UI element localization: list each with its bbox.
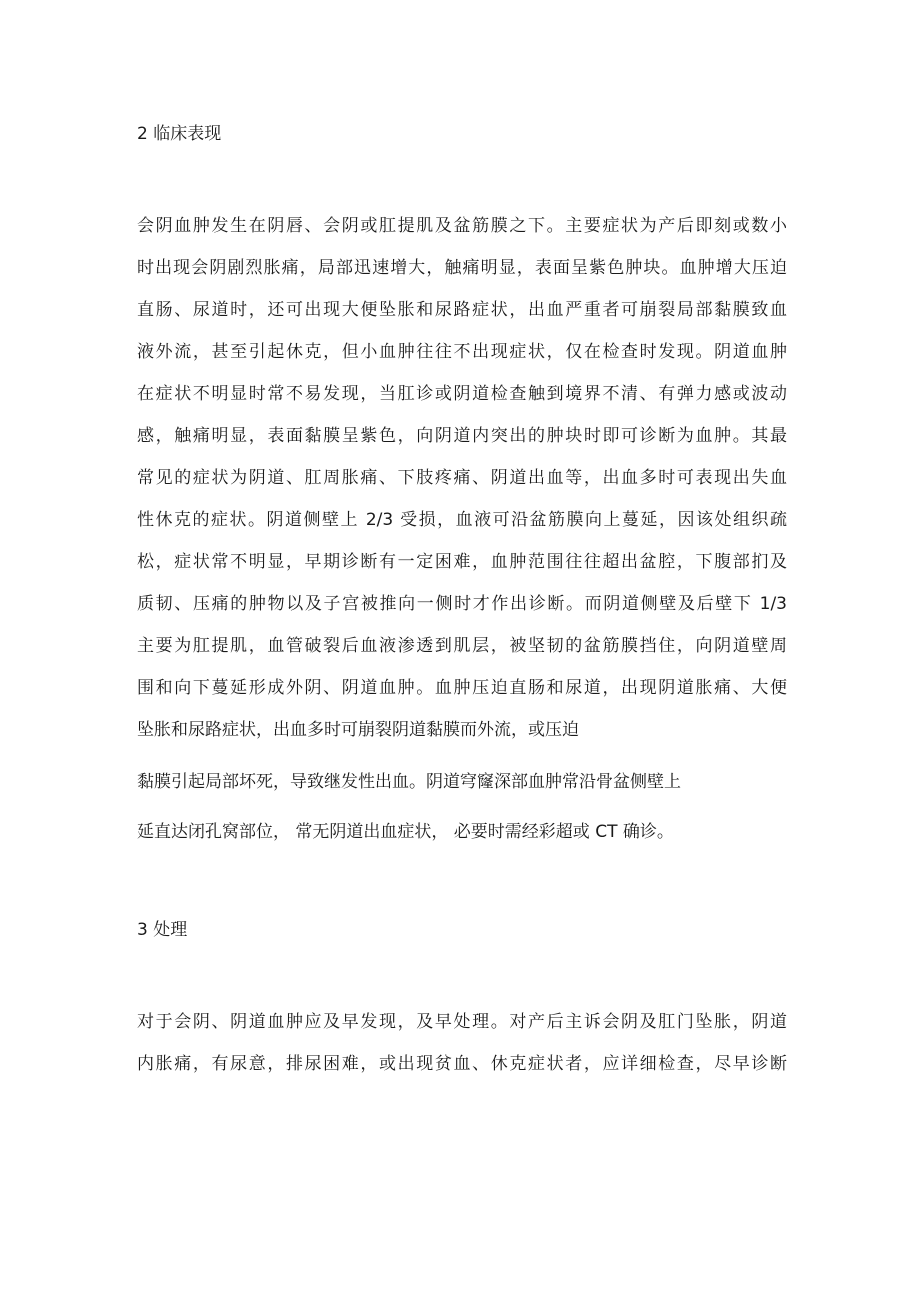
paragraph-line: 在症状不明显时常不易发现，当肛诊或阴道检查触到境界不清、有弹力感或波动 bbox=[137, 384, 787, 404]
paragraph-line: 坠胀和尿路症状，出血多时可崩裂阴道黏膜而外流，或压迫 bbox=[137, 720, 579, 740]
paragraph-line: 黏膜引起局部坏死，导致继发性出血。阴道穹窿深部血肿常沿骨盆侧壁上 bbox=[137, 772, 681, 792]
paragraph-line: 液外流，甚至引起休克，但小血肿往往不出现症状，仅在检查时发现。阴道血肿 bbox=[137, 342, 787, 362]
paragraph-line: 直肠、尿道时，还可出现大便坠胀和尿路症状，出血严重者可崩裂局部黏膜致血 bbox=[137, 300, 787, 320]
paragraph-line: 性休克的症状。阴道侧壁上 2/3 受损，血液可沿盆筋膜向上蔓延，因该处组织疏 bbox=[137, 510, 787, 530]
paragraph-line: 质韧、压痛的肿物以及子宫被推向一侧时才作出诊断。而阴道侧壁及后壁下 1/3 bbox=[137, 594, 787, 614]
paragraph-line: 感，触痛明显，表面黏膜呈紫色，向阴道内突出的肿块时即可诊断为血肿。其最 bbox=[137, 426, 787, 446]
paragraph-line: 会阴血肿发生在阴唇、会阴或肛提肌及盆筋膜之下。主要症状为产后即刻或数小 bbox=[137, 216, 787, 236]
paragraph-line: 内胀痛，有尿意，排尿困难，或出现贫血、休克症状者，应详细检查，尽早诊断 bbox=[137, 1054, 787, 1074]
paragraph-line: 松，症状常不明显，早期诊断有一定困难，血肿范围往往超出盆腔，下腹部扪及 bbox=[137, 552, 787, 572]
paragraph-line: 主要为肛提肌，血管破裂后血液渗透到肌层，被坚韧的盆筋膜挡住，向阴道壁周 bbox=[137, 636, 787, 656]
paragraph-line: 延直达闭孔窝部位， 常无阴道出血症状， 必要时需经彩超或 CT 确诊。 bbox=[137, 822, 674, 842]
section-3-heading: 3 处理 bbox=[137, 920, 188, 940]
paragraph-line: 围和向下蔓延形成外阴、阴道血肿。血肿压迫直肠和尿道，出现阴道胀痛、大便 bbox=[137, 678, 787, 698]
section-2-heading: 2 临床表现 bbox=[137, 124, 222, 144]
paragraph-line: 时出现会阴剧烈胀痛，局部迅速增大，触痛明显，表面呈紫色肿块。血肿增大压迫 bbox=[137, 258, 787, 278]
paragraph-line: 常见的症状为阴道、肛周胀痛、下肢疼痛、阴道出血等，出血多时可表现出失血 bbox=[137, 468, 787, 488]
paragraph-line: 对于会阴、阴道血肿应及早发现，及早处理。对产后主诉会阴及肛门坠胀，阴道 bbox=[137, 1012, 787, 1032]
